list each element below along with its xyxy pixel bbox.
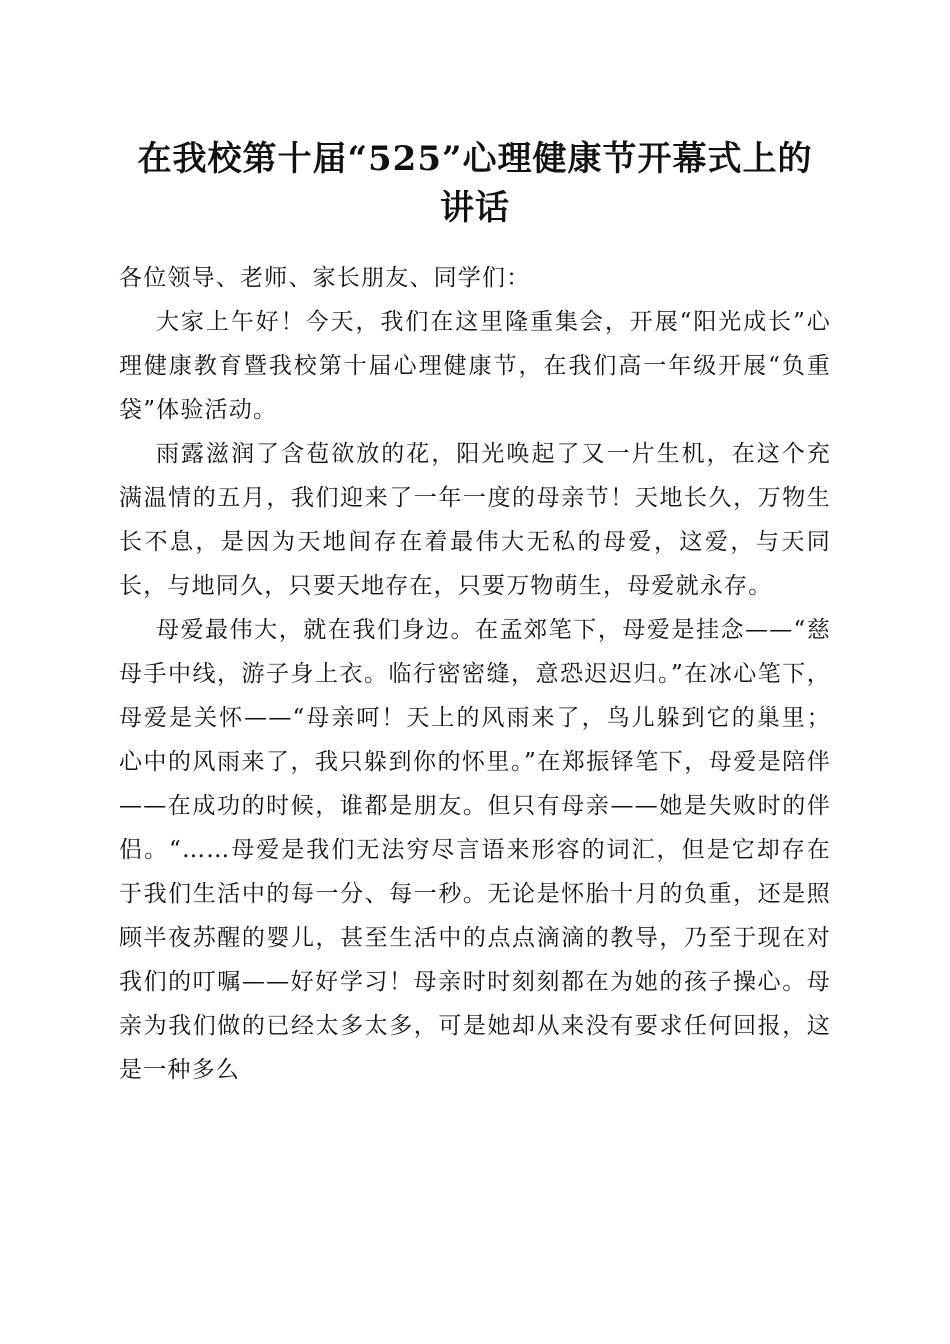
paragraph-1: 大家上午好！今天，我们在这里隆重集会，开展“阳光成长”心理健康教育暨我校第十届心理健康节，在我们高一年级开展“负重袋”体验活动。: [119, 309, 831, 423]
title-line-1: 在我校第十届“525”心理健康节开幕式上的: [137, 139, 813, 179]
salutation: 各位领导、老师、家长朋友、同学们：: [119, 265, 531, 291]
paragraph-3: 母爱最伟大，就在我们身边。在孟郊笔下，母爱是挂念——“慈母手中线，游子身上衣。临行密密缝，意恐迟迟归。”在冰心笔下，母爱是关怀——“母亲呵！天上的风雨来了，鸟儿躲到它的巢里；心中的风雨来了，我只躲到你的怀里。”在郑振铎笔下，母爱是陪伴——在成功的时候，谁都是朋友。但只有母亲——她是失败时的伴侣。“……母爱是我们无法穷尽言语来形容的词汇，但是它却存在于我们生活中的每一分、每一秒。无论是怀胎十月的负重，还是照顾半夜苏醒的婴儿，甚至生活中的点点滴滴的教导，乃至于现在对我们的叮嘱——好好学习！母亲时时刻刻都在为她的孩子操心。母亲为我们做的已经太多太多，可是她却从来没有要求任何回报，这是一种多么: [119, 617, 831, 1083]
paragraph-2: 雨露滋润了含苞欲放的花，阳光唤起了又一片生机，在这个充满温情的五月，我们迎来了一年一度的母亲节！天地长久，万物生长不息，是因为天地间存在着最伟大无私的母爱，这爱，与天同长，与地同久，只要天地存在，只要万物萌生，母爱就永存。: [119, 441, 831, 599]
document-title: [110, 135, 840, 233]
document-body: [119, 256, 831, 1092]
title-line-2: 讲话: [440, 188, 510, 228]
